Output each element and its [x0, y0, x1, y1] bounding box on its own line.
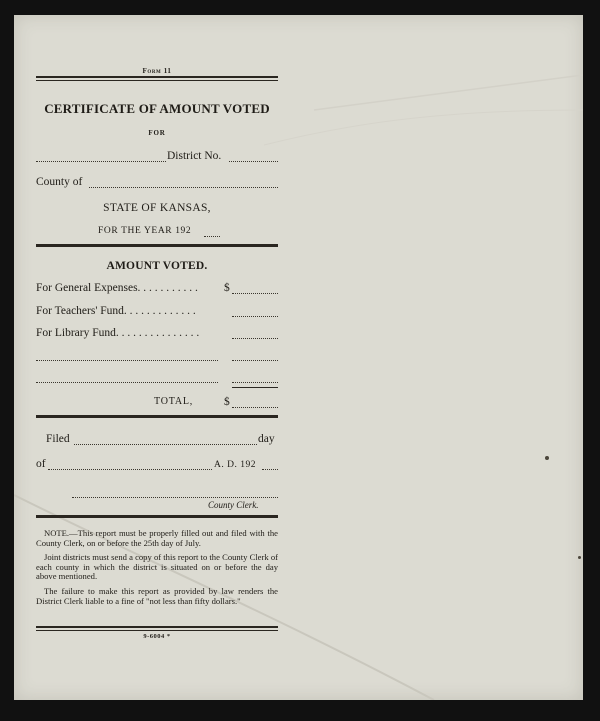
total-currency: $: [224, 396, 230, 408]
teachers-fund-field[interactable]: [232, 316, 278, 317]
for-label: FOR: [148, 129, 166, 137]
general-expenses-currency: $: [224, 282, 230, 294]
ad-year-field[interactable]: [262, 469, 278, 470]
footer-rule: [36, 626, 278, 631]
general-expenses-label: For General Expenses. . . . . . . . . . .: [36, 282, 198, 294]
notes-block: [36, 529, 278, 606]
paper-sheet: [14, 15, 583, 700]
year-field[interactable]: [204, 236, 220, 237]
filed-label: Filed: [46, 433, 70, 445]
extra-fund-label-field[interactable]: [36, 382, 218, 383]
extra-fund-amount-field[interactable]: [232, 382, 278, 383]
library-fund-field[interactable]: [232, 338, 278, 339]
month-field[interactable]: [48, 469, 212, 470]
note-penalty: The failure to make this report as provided by law renders the District Clerk liable to a fine of "not less than fifty dollars.": [36, 585, 278, 606]
sum-rule: [232, 387, 278, 388]
section-rule: [36, 244, 278, 247]
extra-fund-label-field[interactable]: [36, 360, 218, 361]
total-field[interactable]: [232, 407, 278, 408]
filed-field[interactable]: [74, 444, 257, 445]
county-label: County of: [36, 176, 83, 188]
district-number-field[interactable]: [229, 161, 278, 162]
extra-fund-amount-field[interactable]: [232, 360, 278, 361]
state-label: STATE OF KANSAS,: [103, 202, 211, 214]
form-number: Form 11: [142, 67, 172, 75]
form-title: CERTIFICATE OF AMOUNT VOTED: [44, 101, 270, 116]
day-label: day: [258, 433, 275, 445]
county-clerk-label: County Clerk.: [208, 500, 259, 510]
paper-spot: [578, 556, 581, 559]
district-label: District No.: [167, 150, 222, 162]
print-code: 9-6004 *: [143, 633, 171, 640]
teachers-fund-label: For Teachers' Fund. . . . . . . . . . . . .: [36, 305, 196, 317]
district-name-field[interactable]: [36, 161, 166, 162]
note-filing-deadline: NOTE.—This report must be properly filled out and filed with the County Clerk, on or before the 25th day of July.: [36, 528, 278, 548]
county-clerk-signature-field[interactable]: [72, 497, 278, 498]
of-label: of: [36, 458, 46, 470]
ad-label: A. D. 192: [214, 460, 256, 470]
county-field[interactable]: [89, 187, 278, 188]
header-rule: [36, 76, 278, 81]
note-joint-districts: Joint districts must send a copy of this report to the County Clerk of each county in which the district is situated on or before the day above mentioned.: [36, 552, 278, 582]
section-rule: [36, 515, 278, 518]
section-rule: [36, 415, 278, 418]
amount-heading: AMOUNT VOTED.: [106, 260, 208, 272]
paper-spot: [545, 456, 549, 460]
library-fund-label: For Library Fund. . . . . . . . . . . . . . .: [36, 327, 200, 339]
general-expenses-field[interactable]: [232, 293, 278, 294]
total-label: TOTAL,: [154, 396, 194, 407]
year-label: FOR THE YEAR 192: [98, 226, 192, 236]
